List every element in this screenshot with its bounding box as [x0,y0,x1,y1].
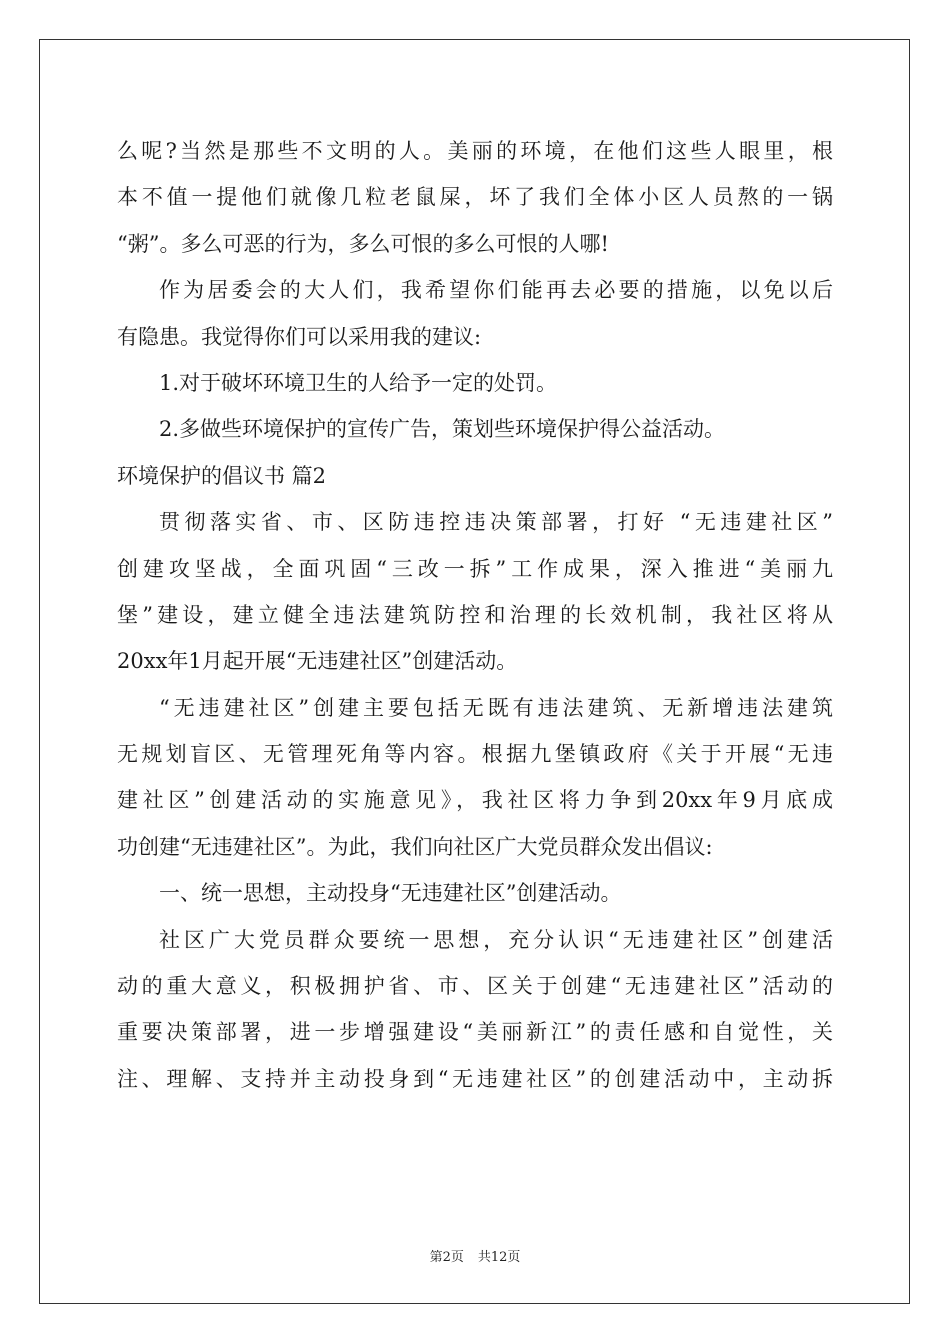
text-line: 堡”建设，建立健全违法建筑防控和治理的长效机制，我社区将从 [117,602,833,627]
page-footer [0,1246,950,1265]
list-item: 2.多做些环境保护的宣传广告，策划些环境保护得公益活动。 [159,417,726,442]
text-line: 功创建“无违建社区”。为此，我们向社区广大党员群众发出倡议: [117,834,713,859]
text-line: 一、统一思想，主动投身“无违建社区”创建活动。 [159,881,622,906]
text-line: 作为居委会的大人们，我希望你们能再去必要的措施，以免以后 [159,278,833,303]
text-line: 无规划盲区、无管理死角等内容。根据九堡镇政府《关于开展“无违 [117,742,833,767]
text-line: 本不值一提他们就像几粒老鼠屎，坏了我们全体小区人员熬的一锅 [117,185,833,210]
document-body [117,128,833,1102]
text-line: 注、理解、支持并主动投身到“无违建社区”的创建活动中，主动拆 [117,1066,833,1091]
text-line: 建社区”创建活动的实施意见》，我社区将力争到20xx年9月底成 [117,788,833,813]
text-line: 创建攻坚战，全面巩固“三改一拆”工作成果，深入推进“美丽九 [117,556,833,581]
page-total: 共12页 [477,1250,521,1265]
page-number: 第2页 [429,1250,464,1265]
text-line: 社区广大党员群众要统一思想，充分认识“无违建社区”创建活 [159,927,833,952]
text-line: 么呢?当然是那些不文明的人。美丽的环境，在他们这些人眼里，根 [117,139,833,163]
text-line: “无违建社区”创建主要包括无既有违法建筑、无新增违法建筑 [159,695,833,720]
list-item: 1.对于破坏环境卫生的人给予一定的处罚。 [159,370,558,395]
text-line: 20xx年1月起开展“无违建社区”创建活动。 [117,649,518,674]
text-line: “粥”。多么可恶的行为，多么可恨的多么可恨的人哪! [117,231,609,256]
text-line: 动的重大意义，积极拥护省、市、区关于创建“无违建社区”活动的 [117,974,833,999]
text-line: 有隐患。我觉得你们可以采用我的建议: [117,324,482,349]
text-line: 贯彻落实省、市、区防违控违决策部署，打好 “无违建社区” [159,510,833,535]
section-heading: 环境保护的倡议书 篇2 [117,463,327,488]
text-line: 重要决策部署，进一步增强建设“美丽新江”的责任感和自觉性，关 [117,1020,833,1045]
